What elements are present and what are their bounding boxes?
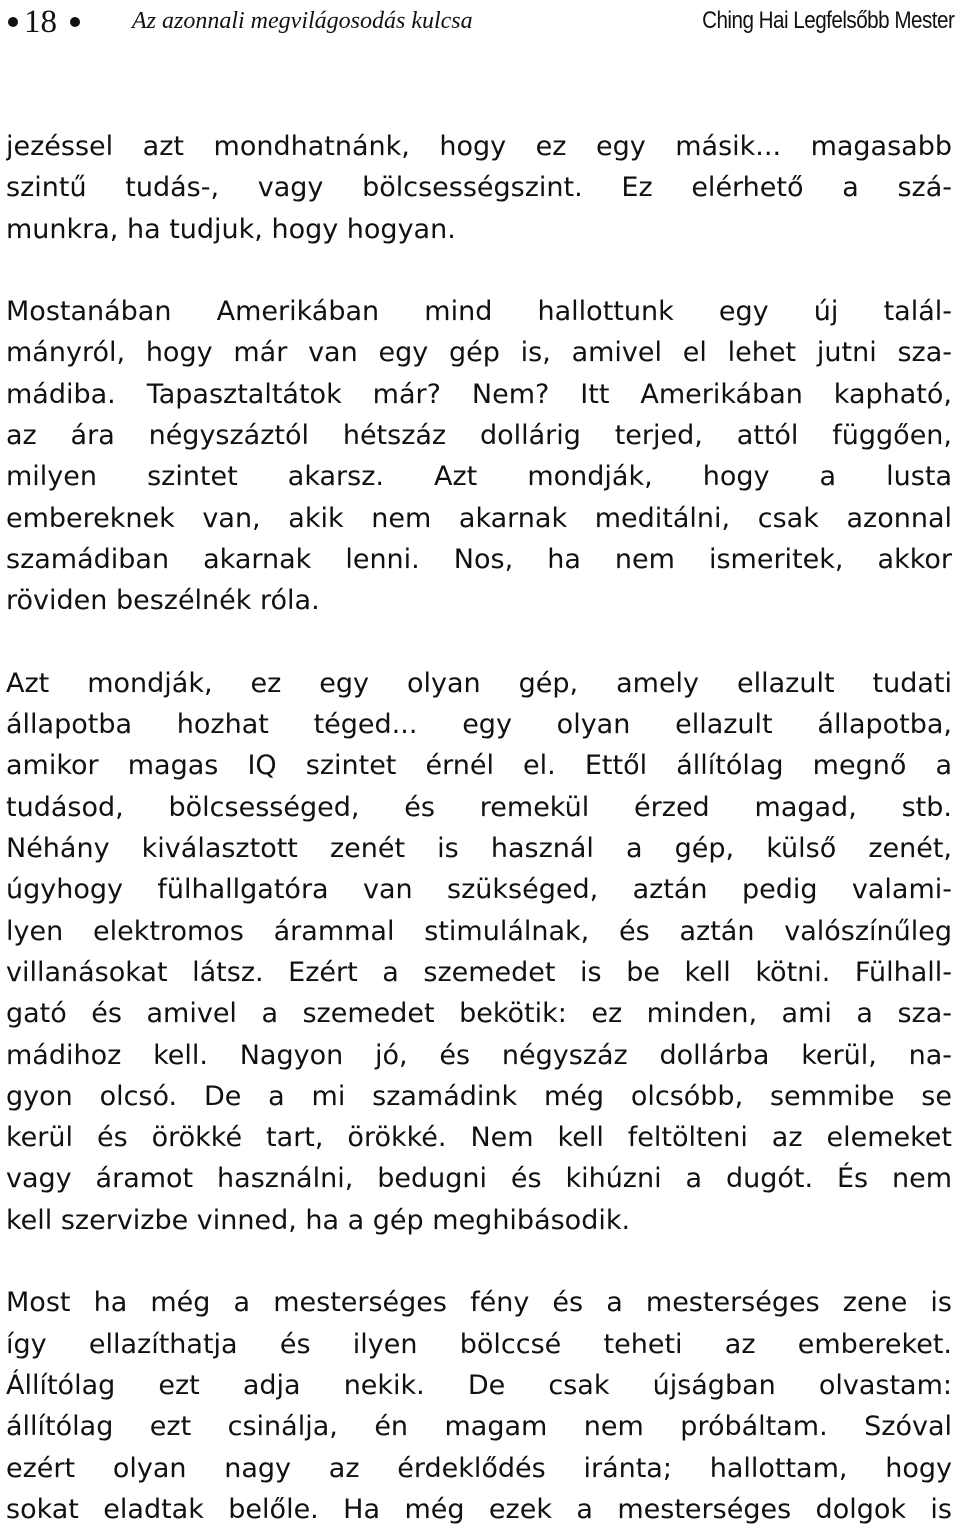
page-body: [6, 126, 952, 1530]
text-line: gyon olcsó. De a mi szamádink még olcsóbb, semmibe se: [6, 1080, 952, 1112]
text-line: embereknek van, akik nem akarnak meditálni, csak azonnal: [6, 502, 952, 534]
text-line: vagy áramot használni, bedugni és kihúzni a dugót. És nem: [6, 1163, 952, 1195]
running-header: [0, 0, 960, 44]
paragraph: [6, 126, 952, 250]
text-line: munkra, ha tudjuk, hogy hogyan.: [6, 213, 456, 245]
text-line: ezért olyan nagy az érdeklődés iránta; hallottam, hogy: [6, 1452, 952, 1484]
text-line: állítólag ezt csinálja, én magam nem próbáltam. Szóval: [6, 1411, 952, 1443]
bullet-icon: [70, 17, 80, 27]
text-line: jezéssel azt mondhatnánk, hogy ez egy másik... magasabb: [6, 131, 952, 162]
text-line: sokat eladtak belőle. Ha még ezek a mesterséges dolgok is: [6, 1493, 952, 1525]
text-line: lyen elektromos árammal stimulálnak, és aztán valószínűleg: [6, 915, 952, 947]
text-line: Néhány kiválasztott zenét is használ a gép, külső zenét,: [6, 833, 952, 865]
paragraph: [6, 663, 952, 1241]
paragraph: [6, 1282, 952, 1530]
text-line: így ellazíthatja és ilyen bölccsé teheti az embereket.: [6, 1328, 952, 1360]
text-line: Most ha még a mesterséges fény és a mesterséges zene is: [6, 1287, 952, 1319]
author-name: Ching Hai Legfelsőbb Mester: [701, 7, 954, 34]
text-line: Állítólag ezt adja nekik. De csak újságban olvastam:: [6, 1369, 952, 1401]
text-line: mádihoz kell. Nagyon jó, és négyszáz dollárba kerül, na-: [6, 1039, 952, 1071]
text-line: Azt mondják, ez egy olyan gép, amely ellazult tudati: [6, 667, 952, 699]
text-line: szintű tudás-, vagy bölcsességszint. Ez elérhető a szá-: [6, 172, 952, 204]
book-title: Az azonnali megvilágosodás kulcsa: [132, 8, 473, 34]
text-line: gató és amivel a szemedet bekötik: ez minden, ami a sza-: [6, 998, 952, 1030]
paragraph: [6, 291, 952, 621]
text-line: az ára négyszáztól hétszáz dollárig terjed, attól függően,: [6, 420, 952, 452]
text-line: kell szervizbe vinned, ha a gép meghibásodik.: [6, 1204, 631, 1236]
page-number: 18: [24, 4, 57, 40]
text-line: milyen szintet akarsz. Azt mondják, hogy a lusta: [6, 461, 952, 493]
text-line: amikor magas IQ szintet érnél el. Ettől állítólag megnő a: [6, 750, 952, 782]
text-line: röviden beszélnék róla.: [6, 585, 320, 617]
text-line: mányról, hogy már van egy gép is, amivel el lehet jutni sza-: [6, 337, 952, 369]
text-line: úgyhogy fülhallgatóra van szükséged, aztán pedig valami-: [6, 874, 952, 906]
text-line: szamádiban akarnak lenni. Nos, ha nem ismeritek, akkor: [6, 543, 952, 575]
text-line: villanásokat látsz. Ezért a szemedet is be kell kötni. Fülhall-: [6, 956, 952, 988]
text-line: kerül és örökké tart, örökké. Nem kell feltölteni az elemeket: [6, 1122, 952, 1154]
text-line: Mostanában Amerikában mind hallottunk egy új talál-: [6, 296, 952, 328]
bullet-icon: [8, 17, 18, 27]
text-line: tudásod, bölcsességed, és remekül érzed magad, stb.: [6, 791, 952, 823]
text-line: állapotba hozhat téged... egy olyan ellazult állapotba,: [6, 709, 952, 741]
text-line: mádiba. Tapasztaltátok már? Nem? Itt Amerikában kapható,: [6, 378, 952, 410]
